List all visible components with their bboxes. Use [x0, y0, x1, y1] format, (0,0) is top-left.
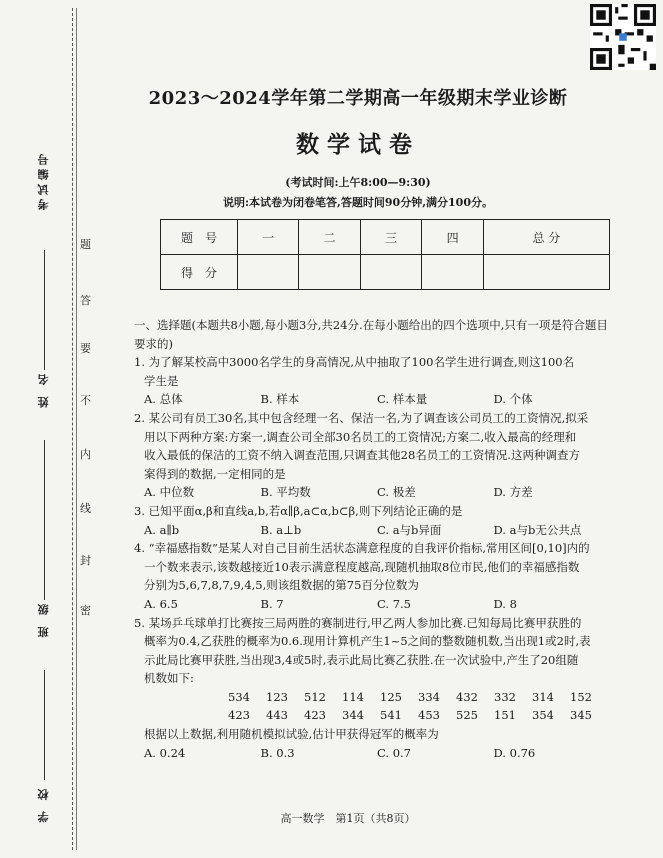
score-cell [238, 255, 299, 290]
option: C. 极差 [377, 485, 416, 500]
option: A. 中位数 [144, 485, 195, 500]
question-2-stem: 2. 某公司有员工30名,其中包含经理一名、保洁一名,为了调查该公司员工的工资情况,拟采 [134, 410, 589, 425]
exam-title: 2023～2024学年第二学期高一年级期末学业诊断 [148, 88, 568, 109]
random-number: 334 [418, 689, 440, 704]
random-number: 123 [266, 689, 288, 704]
question-2-stem: 收入最低的保洁的工资不纳入调查范围,只调查其他28名员工的工资情况.这两种调查方 [144, 448, 580, 463]
question-1-stem: 1. 为了解某校高中3000名学生的身高情况,从中抽取了100名学生进行调查,则这100名 [134, 355, 575, 370]
question-3-options [134, 521, 610, 540]
seal-char: 不 [80, 394, 91, 407]
name-line [44, 440, 45, 600]
exam-number-label: 考试编号 [37, 150, 50, 210]
score-table-header-row [161, 220, 610, 255]
question-section [134, 316, 610, 762]
seal-char: 题 [80, 238, 91, 251]
random-number: 453 [418, 708, 440, 723]
question-5-stem: 示此局比赛甲获胜,当出现3,4或5时,表示此局比赛乙获胜.在一次试验中,产生了20组随 [144, 652, 579, 667]
option: D. 方差 [493, 485, 533, 500]
random-number: 354 [532, 708, 554, 723]
exam-number-line [44, 250, 45, 370]
random-number: 423 [228, 708, 250, 723]
question-2-stem: 用以下两种方案:方案一,调查公司全部30名员工的工资情况;方案二,收入最高的经理和 [144, 429, 577, 444]
option: A. 总体 [144, 392, 183, 407]
option: A. 6.5 [144, 596, 178, 611]
random-number-row [134, 688, 610, 707]
option: C. a与b异面 [377, 522, 442, 537]
question-5-stem-after: 根据以上数据,利用随机模拟试验,估计甲获得冠军的概率为 [144, 727, 439, 742]
random-number: 114 [342, 689, 364, 704]
score-table [160, 219, 610, 290]
question-5-stem: 概率为0.4,乙获胜的概率为0.6.现用计算机产生1~5之间的整数随机数,当出现1或2时,表 [144, 634, 591, 649]
class-label: 班 级 [37, 600, 50, 638]
score-table-header: 二 [299, 220, 360, 255]
option: A. a∥b [144, 522, 180, 537]
score-row-label: 得 分 [161, 255, 238, 290]
option: B. 7 [260, 596, 284, 611]
random-number: 423 [304, 708, 326, 723]
random-number-row [134, 706, 610, 725]
random-number: 534 [228, 689, 250, 704]
option: D. 个体 [493, 392, 533, 407]
option: B. a⊥b [260, 522, 302, 537]
random-number: 443 [266, 708, 288, 723]
random-number: 344 [342, 708, 364, 723]
random-number: 541 [380, 708, 402, 723]
score-cell [483, 255, 609, 290]
option: A. 0.24 [144, 745, 186, 760]
question-4-options [134, 595, 610, 614]
random-number: 345 [570, 708, 592, 723]
random-number: 332 [494, 689, 516, 704]
score-table-header: 四 [422, 220, 483, 255]
option: D. 8 [493, 596, 517, 611]
option: D. 0.76 [493, 745, 536, 760]
exam-instructions: 说明:本试卷为闭卷笔答,答题时间90分钟,满分100分。 [223, 196, 493, 209]
random-number: 151 [494, 708, 516, 723]
random-number: 512 [304, 689, 326, 704]
seal-solid-line [76, 8, 77, 850]
score-cell [299, 255, 360, 290]
question-4-stem: 4. “幸福感指数”是某人对自己目前生活状态满意程度的自我评价指标,常用区间[0,10]内的 [134, 541, 590, 556]
option: B. 样本 [260, 392, 300, 407]
qr-code-icon [590, 4, 656, 70]
question-1-stem: 学生是 [144, 373, 179, 388]
score-table-header: 一 [238, 220, 299, 255]
option: B. 0.3 [260, 745, 295, 760]
seal-char: 要 [80, 342, 91, 355]
question-4-stem: 分别为5,6,7,8,7,9,4,5,则该组数据的第75百分位数为 [144, 578, 419, 593]
score-table-score-row [161, 255, 610, 290]
random-number: 152 [570, 689, 592, 704]
page-footer: 高一数学 第1页（共8页） [280, 812, 416, 825]
score-table-header: 总 分 [483, 220, 609, 255]
score-cell [422, 255, 483, 290]
option: C. 7.5 [377, 596, 411, 611]
section-heading: 一、选择题(本题共8小题,每小题3分,共24分.在每小题给出的四个选项中,只有一项是符合题目要求的) [134, 318, 608, 351]
question-5-stem: 机数如下: [144, 671, 194, 686]
score-table-header: 三 [360, 220, 421, 255]
name-label: 姓 名 [37, 370, 50, 408]
random-number: 314 [532, 689, 554, 704]
random-number: 125 [380, 689, 402, 704]
seal-char: 内 [80, 448, 91, 461]
random-number: 432 [456, 689, 478, 704]
school-label: 学 校 [37, 785, 50, 823]
seal-char: 线 [80, 502, 91, 515]
question-2-stem: 案得到的数据,一定相同的是 [144, 466, 286, 481]
question-4-stem: 一个数来表示,该数越接近10表示满意程度越高,现随机抽取8位市民,他们的幸福感指数 [144, 559, 580, 574]
class-line [44, 670, 45, 780]
question-5-stem: 5. 某场乒乓球单打比赛按三局两胜的赛制进行,甲乙两人参加比赛.已知每局比赛甲获胜的 [134, 615, 582, 630]
option: D. a与b无公共点 [493, 522, 582, 537]
question-5-options [134, 744, 610, 763]
option: B. 平均数 [260, 485, 311, 500]
option: C. 样本量 [377, 392, 428, 407]
exam-time: (考试时间:上午8:00—9:30) [285, 176, 431, 189]
seal-dashed-line [72, 8, 73, 850]
question-2-options [134, 483, 610, 502]
option: C. 0.7 [377, 745, 411, 760]
subject-title: 数学试卷 [296, 131, 420, 158]
score-table-header: 题 号 [161, 220, 238, 255]
score-cell [360, 255, 421, 290]
question-1-options [134, 390, 610, 409]
question-3-stem: 3. 已知平面α,β和直线a,b,若α∥β,a⊂α,b⊂β,则下列结论正确的是 [134, 503, 463, 518]
seal-char: 封 [80, 554, 91, 567]
seal-char: 答 [80, 294, 91, 307]
random-number: 525 [456, 708, 478, 723]
seal-char: 密 [80, 604, 91, 617]
